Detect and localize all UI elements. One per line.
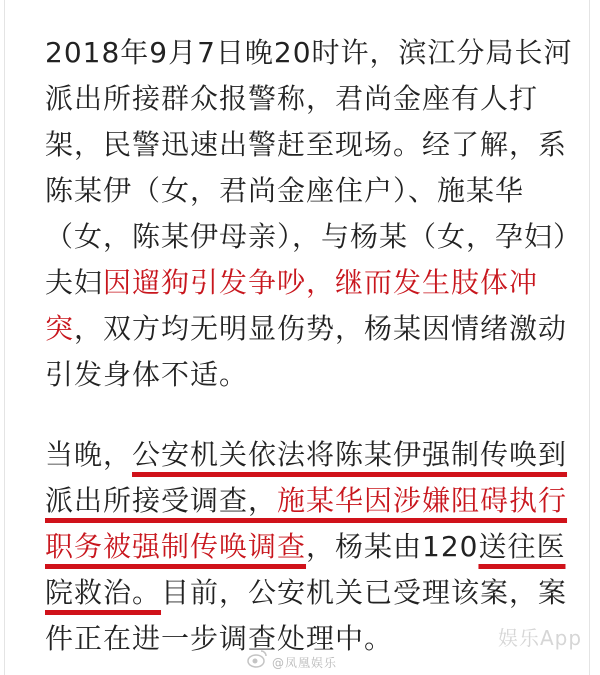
- paragraph-2-text-b: ，杨某由120: [306, 530, 479, 563]
- paragraph-2-underlined-2: 送往医院救治。: [45, 530, 566, 609]
- article-paragraph-1: [45, 30, 585, 398]
- watermark-bottom: @凤凰娱乐: [272, 656, 338, 670]
- watermark-right: 娱乐App: [498, 626, 583, 650]
- paragraph-1-text-b: ，双方均无明显伤势，杨某因情绪激动引发身体不适。: [45, 312, 568, 391]
- paragraph-1-text-a: 2018年9月7日晚20时许，滨江分局长河派出所接群众报警称，君尚金座有人打架，民警迅速出警赶至现场。经了解，系陈某伊（女，君尚金座住户）、施某华（女，陈某伊母亲），与杨某（女，孕妇）夫妇: [45, 36, 583, 299]
- paragraph-2-underlined-red: 施某华因涉嫌阻碍执行职务被强制传唤调查: [45, 484, 568, 563]
- paragraph-1-red-highlight: 因遛狗引发争吵，继而发生肢体冲突: [45, 266, 539, 345]
- article-card: [4, 0, 590, 675]
- paragraph-2-text-a: 当晚，: [45, 438, 133, 471]
- weibo-logo-icon: [246, 648, 268, 670]
- paragraph-2-underlined-1: 公安机关依法将陈某伊强制传唤到派出所接受调查，: [45, 438, 568, 517]
- paragraph-2-text-c: 目前，公安机关已受理该案，案件正在进一步调查处理中。: [45, 576, 568, 655]
